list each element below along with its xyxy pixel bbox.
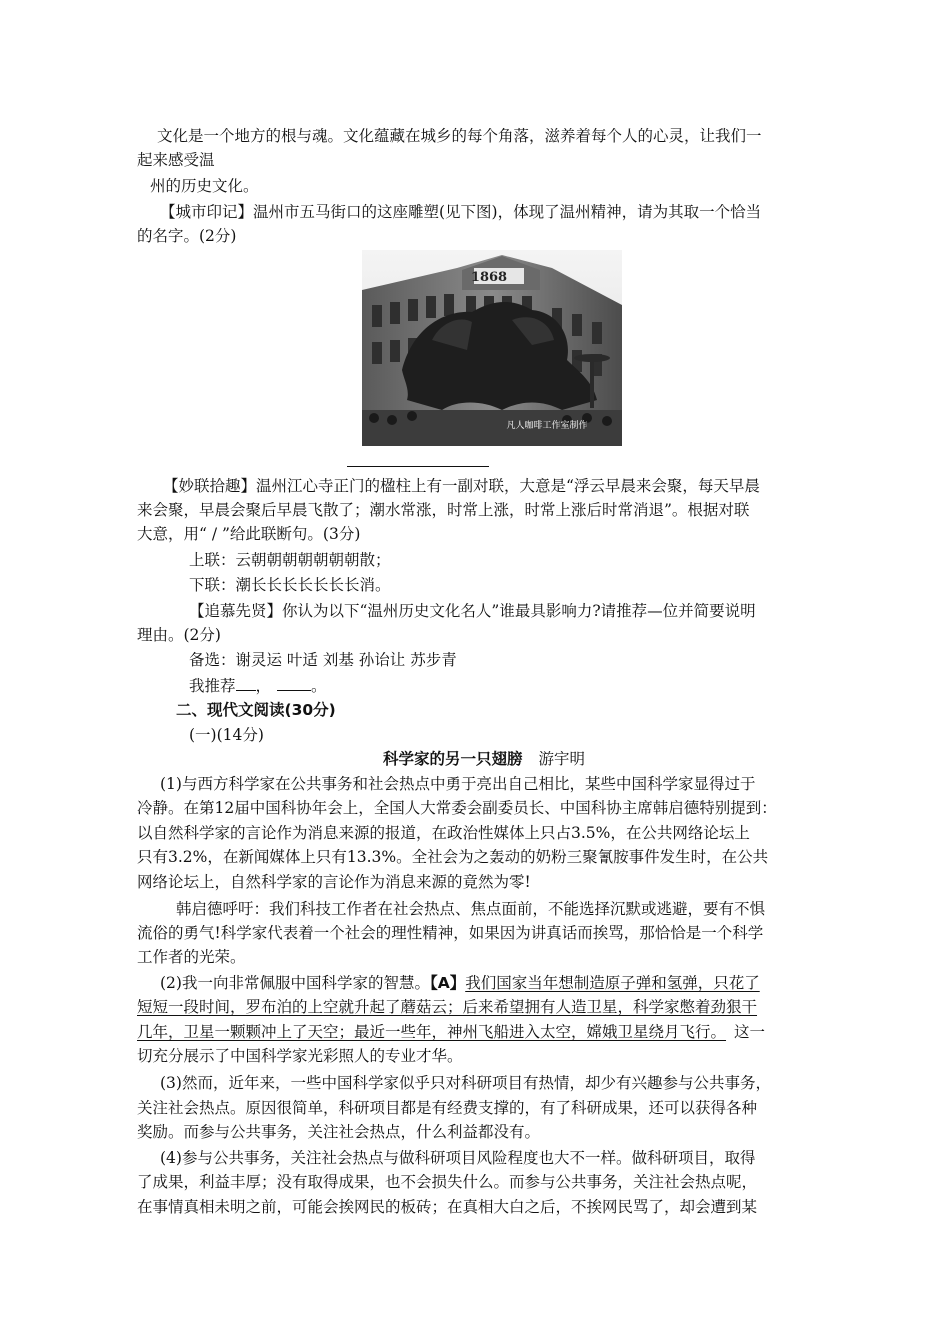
p2-line-3 — [137, 1021, 765, 1043]
answer-prefix: 我推荐 — [189, 677, 236, 695]
p4-line-1: (4)参与公共事务，关注社会热点与做科研项目风险程度也大不一样。做科研项目，取得 — [160, 1149, 756, 1167]
sculpture-photo — [362, 250, 622, 446]
p2-line-3-end: 这一 — [734, 1023, 766, 1041]
p2-line-2: 短短一段时间，罗布泊的上空就升起了蘑菇云；后来希望拥有人造卫星，科学家憋着劲狠干 — [137, 998, 758, 1016]
p1-line-4: 只有3.2%，在新闻媒体上只有13.3%。全社会为之轰动的奶粉三聚氰胺事件发生时，在公共 — [137, 848, 769, 866]
p3-line-3: 奖励。而参与公共事务，关注社会热点，什么利益都没有。 — [137, 1123, 541, 1141]
p1-line-5: 网络论坛上，自然科学家的言论作为消息来源的竟然为零! — [137, 873, 531, 891]
p1-line-2: 冷静。在第12届中国科协年会上，全国人大常委会副委员长、中国科协主席韩启德特别提到： — [137, 799, 777, 817]
intro-line-1: 文化是一个地方的根与魂。文化蕴藏在城乡的每个角落，滋养着每个人的心灵，让我们一 — [157, 127, 762, 145]
marker-a: 【A】 — [429, 974, 466, 992]
intro-line-3: 州的历史文化。 — [150, 177, 259, 195]
q-couplet-line-3: 大意，用“ / ”给此联断句。(3分) — [137, 525, 361, 543]
p1-line-1: (1)与西方科学家在公共事务和社会热点中勇于亮出自己相比，某些中国科学家显得过于 — [160, 775, 756, 793]
article-title-row — [383, 748, 585, 770]
q-person-line-2: 理由。(2分) — [137, 626, 221, 644]
p2-underlined-1: 我们国家当年想制造原子弹和氢弹，只花了 — [465, 974, 760, 992]
answer-line — [347, 466, 489, 467]
p3-line-2: 关注社会热点。原因很简单，科研项目都是有经费支撑的，有了科研成果，还可以获得各种 — [137, 1099, 758, 1117]
couplet-upper: 上联：云朝朝朝朝朝朝朝散； — [189, 551, 391, 569]
couplet-lower: 下联：潮长长长长长长长消。 — [189, 576, 391, 594]
sculpture-photo-image — [362, 250, 622, 446]
q-person-options: 备选：谢灵运 叶适 刘基 孙诒让 苏步青 — [189, 651, 457, 669]
q-couplet-line-2: 来会聚，早晨会聚后早晨飞散了；潮水常涨，时常上涨，时常上涨后时常消退”。根据对联 — [137, 501, 750, 519]
section-heading: 二、现代文阅读(30分) — [176, 701, 336, 719]
p3-line-1: (3)然而，近年来，一些中国科学家似乎只对科研项目有热情，却少有兴趣参与公共事务， — [160, 1074, 771, 1092]
article-title: 科学家的另一只翅膀 — [383, 750, 523, 768]
p1b-line-2: 流俗的勇气!科学家代表着一个社会的理性精神，如果因为讲真话而挨骂，那恰恰是一个科学 — [137, 924, 764, 942]
answer-blank-2[interactable] — [277, 676, 311, 691]
p2-line-1-start: (2)我一向非常佩服中国科学家的智慧。 — [160, 974, 430, 992]
answer-mid: ， — [255, 677, 272, 695]
q-person-answer — [189, 675, 327, 697]
photo-watermark: 凡人咖啡工作室制作 — [506, 421, 588, 431]
intro-line-2: 起来感受温 — [137, 151, 215, 169]
p1b-line-3: 工作者的光荣。 — [137, 948, 246, 966]
answer-blank-1[interactable] — [236, 676, 256, 691]
answer-end: 。 — [311, 677, 327, 695]
p2-line-1 — [160, 972, 760, 994]
p4-line-2: 了成果，利益丰厚；没有取得成果，也不会损失什么。而参与公共事务，关注社会热点呢， — [137, 1173, 758, 1191]
q-city-line-2: 的名字。(2分) — [137, 227, 237, 245]
section-sub: (一)(14分) — [189, 726, 264, 744]
year-sign: 1868 — [470, 270, 508, 285]
article-author: 游宇明 — [538, 750, 586, 768]
p2-underlined-3: 几年，卫星一颗颗冲上了天空；最近一些年，神州飞船进入太空，嫦娥卫星绕月飞行。 — [137, 1023, 727, 1041]
q-couplet-line-1: 【妙联拾趣】温州江心寺正门的楹柱上有一副对联，大意是“浮云早晨来会聚，每天早晨 — [163, 477, 760, 495]
p2-line-4: 切充分展示了中国科学家光彩照人的专业才华。 — [137, 1047, 463, 1065]
q-city-line-1: 【城市印记】温州市五马街口的这座雕塑(见下图)，体现了温州精神，请为其取一个恰当 — [160, 203, 762, 221]
p1b-line-1: 韩启德呼吁：我们科技工作者在社会热点、焦点面前，不能选择沉默或逃避，要有不惧 — [176, 900, 766, 918]
p4-line-3: 在事情真相未明之前，可能会挨网民的板砖；在真相大白之后，不挨网民骂了，却会遭到某 — [137, 1198, 758, 1216]
q-person-line-1: 【追慕先贤】你认为以下“温州历史文化名人”谁最具影响力?请推荐—位并简要说明 — [189, 602, 756, 620]
p1-line-3: 以自然科学家的言论作为消息来源的报道，在政治性媒体上只占3.5%，在公共网络论坛上 — [137, 824, 750, 842]
